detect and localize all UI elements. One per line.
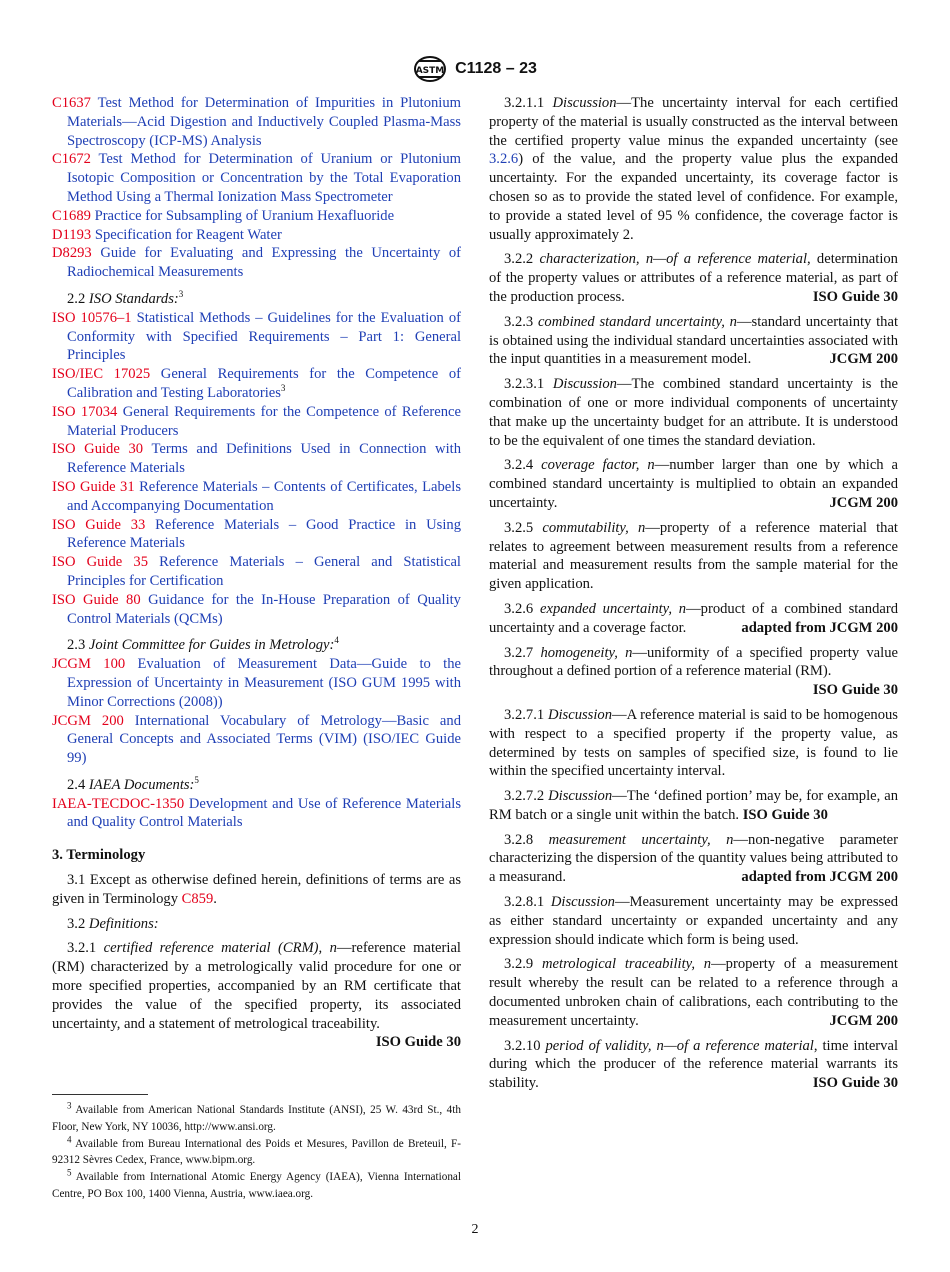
paragraph-3-2-3-1: 3.2.3.1 Discussion—The combined standard uncertainty is the combination of one or more individual components of uncertainty that make up the uncertainty budget for an attribute. It is understood to be the equivalent of one times the standard deviation.	[489, 376, 898, 449]
reference-item	[52, 478, 462, 516]
reference-item	[52, 309, 462, 365]
paragraph-3-2-4: 3.2.4 coverage factor, n—number larger than one by which a combined standard uncertainty is multiplied to obtain an expanded uncertainty. JCGM 200	[489, 457, 898, 511]
astm-logo-icon	[413, 55, 447, 83]
paragraph-3-2-10: 3.2.10 period of validity, n—of a reference material, time interval during which the producer of the reference material warrants its stability. ISO Guide 30	[489, 1037, 898, 1092]
left-column	[52, 94, 461, 1052]
reference-code-link[interactable]: C1689	[52, 207, 91, 224]
reference-item	[52, 440, 462, 478]
reference-title-link[interactable]: Practice for Subsampling of Uranium Hexafluoride	[94, 207, 395, 224]
source-citation: adapted from JCGM 200	[741, 619, 898, 636]
reference-code-link[interactable]: IAEA-TECDOC-1350	[52, 795, 185, 812]
source-citation: ISO Guide 30	[812, 1075, 898, 1092]
astm-reference-list	[52, 94, 461, 282]
source-citation: JCGM 200	[829, 1012, 898, 1029]
reference-code-link[interactable]: ISO 10576–1	[52, 309, 132, 326]
reference-title-link[interactable]: Development and Use of Reference Materials and Quality Control Materials	[67, 795, 461, 831]
reference-code-link[interactable]: ISO/IEC 17025	[52, 366, 151, 383]
reference-code-link[interactable]: ISO 17034	[52, 403, 118, 420]
reference-item	[52, 244, 461, 282]
section-heading: 3. Terminology	[52, 847, 146, 864]
reference-title-link[interactable]: Reference Materials – Good Practice in Using Reference Materials	[67, 516, 461, 552]
paragraph-3-2-1: 3.2.1 certified reference material (CRM), n—reference material (RM) characterized by a metrologically valid procedure for one or more specified properties, accompanied by an RM certificate that provides the value of the specified property, its associated uncertainty, and a statement of metrological traceability. ISO Guide 30	[52, 940, 461, 1051]
reference-title-link[interactable]: General Requirements for the Competence of Reference Material Producers	[67, 403, 461, 439]
reference-item: ISO/IEC 17025 General Requirements for the Competence of Calibration and Testing Laboratories$^3$	[52, 366, 461, 401]
source-citation: ISO Guide 30	[812, 288, 898, 305]
paragraph-3-2-7-1: 3.2.7.1 Discussion—A reference material is said to be homogenous with respect to a specified property if the property value, as determined by tests on samples of specified size, is found to lie within the specified uncertainty interval.	[489, 706, 898, 780]
source-citation: JCGM 200	[829, 494, 898, 511]
reference-code-link[interactable]: C1637	[52, 95, 91, 111]
reference-title-link[interactable]: Test Method for Determination of Uranium or Plutonium Isotopic Composition or Concentration by the Total Evaporation Method Using a Thermal Ionization Mass Spectrometer	[67, 151, 461, 205]
reference-title-link[interactable]: Evaluation of Measurement Data—Guide to the Expression of Uncertainty in Measurement (ISO GUM 1995 with Minor Corrections (2008))	[67, 656, 461, 710]
reference-code-link[interactable]: ISO Guide 33	[52, 516, 146, 533]
reference-item	[52, 94, 461, 150]
reference-title-link[interactable]: Guide for Evaluating and Expressing the Uncertainty of Radiochemical Measurements	[67, 245, 461, 281]
iso-reference-list	[52, 309, 461, 629]
reference-item	[52, 795, 461, 833]
reference-item	[52, 591, 461, 629]
reference-item	[52, 207, 461, 226]
reference-title-link[interactable]: Guidance for the In-House Preparation of Quality Control Materials (QCMs)	[67, 591, 461, 627]
reference-title-link[interactable]: International Vocabulary of Metrology—Basic and General Concepts and Associated Terms (VIM) (ISO/IEC Guide 99)	[67, 712, 462, 767]
source-citation: adapted from JCGM 200	[741, 869, 898, 886]
paragraph-3-1: 3.1 Except as otherwise defined herein, definitions of terms are as given in Terminology C859.	[52, 872, 462, 907]
source-citation: ISO Guide 30	[812, 682, 898, 699]
reference-code-link[interactable]: JCGM 100	[52, 656, 126, 673]
reference-code-link[interactable]: D1193	[52, 226, 92, 243]
reference-code-link[interactable]: JCGM 200	[52, 712, 124, 729]
paragraph-3-2: 3.2 Definitions:	[67, 915, 159, 932]
footnotes	[52, 1102, 461, 1203]
iaea-reference-list	[52, 795, 461, 833]
paragraph-3-2-8: 3.2.8 measurement uncertainty, n—non-negative parameter characterizing the dispersion of the quantity values being attributed to a measurand. adapted from JCGM 200	[489, 831, 898, 886]
paragraph-3-2-3: 3.2.3 combined standard uncertainty, n—standard uncertainty that is obtained using the individual standard uncertainties associated with the input quantities in a measurement model. JCGM 200	[489, 313, 898, 368]
reference-item	[52, 553, 461, 591]
section-3-2-6-link[interactable]: 3.2.6	[489, 151, 519, 168]
paragraph-3-2-2: 3.2.2 characterization, n—of a reference material, determination of the property values or attributes of a reference material, as part of the production process. ISO Guide 30	[489, 251, 898, 305]
footnote: $^3$ Available from American National Standards Institute (ANSI), 25 W. 43rd St., 4th Floor, New York, NY 10036, http://www.ansi.org.	[52, 1100, 461, 1133]
paragraph-3-2-9: 3.2.9 metrological traceability, n—property of a measurement result whereby the result can be related to a reference through a documented unbroken chain of calibrations, each contributing to the measurement uncertainty. JCGM 200	[489, 956, 898, 1029]
iaea-heading: 2.4 IAEA Documents:$^5$	[67, 775, 199, 793]
document-designation: C1128 – 23	[455, 60, 537, 77]
paragraph-3-2-8-1: 3.2.8.1 Discussion—Measurement uncertainty may be expressed as either standard uncertainty or expanded uncertainty and any expression should indicate which form is being used.	[489, 894, 899, 948]
reference-item	[52, 403, 461, 441]
right-column	[489, 94, 898, 1093]
reference-title-link[interactable]: Specification for Reagent Water	[94, 226, 282, 243]
reference-item	[52, 655, 461, 711]
iso-standards-heading: 2.2 ISO Standards:$^3$	[67, 289, 184, 307]
reference-title-link[interactable]: Reference Materials – General and Statistical Principles for Certification	[67, 554, 461, 589]
reference-title-link[interactable]: General Requirements for the Competence of Calibration and Testing Laboratories	[67, 366, 461, 401]
reference-item	[52, 226, 461, 245]
reference-code-link[interactable]: ISO Guide 35	[52, 554, 148, 571]
svg-text:ASTM: ASTM	[415, 66, 445, 76]
reference-title-link[interactable]: Terms and Definitions Used in Connection with Reference Materials	[67, 441, 462, 477]
reference-code-link[interactable]: C1672	[52, 151, 91, 168]
source-citation: JCGM 200	[829, 351, 898, 368]
paragraph-3-2-7-2: 3.2.7.2 Discussion—The ‘defined portion’ may be, for example, an RM batch or a single unit within the batch. ISO Guide 30	[489, 788, 899, 823]
jcgm-reference-list	[52, 655, 461, 768]
reference-title-link[interactable]: Statistical Methods – Guidelines for the Evaluation of Conformity with Specified Requirements – Part 1: General Principles	[67, 309, 462, 364]
footnote: $^5$ Available from International Atomic Energy Agency (IAEA), Vienna International Centre, PO Box 100, 1400 Vienna, Austria, www.iaea.org.	[52, 1167, 461, 1200]
page-header	[0, 55, 950, 83]
footnote-divider	[52, 1094, 148, 1095]
jcgm-heading: 2.3 Joint Committee for Guides in Metrology:$^4$	[67, 635, 339, 654]
reference-code-link[interactable]: D8293	[52, 245, 92, 262]
paragraph-3-2-7: 3.2.7 homogeneity, n—uniformity of a specified property value throughout a defined portion of a reference material (RM). ISO Guide 30	[489, 644, 898, 699]
reference-item	[52, 712, 462, 768]
reference-code-link[interactable]: ISO Guide 30	[52, 441, 144, 458]
c859-link[interactable]: C859	[181, 890, 214, 907]
source-citation: ISO Guide 30	[742, 806, 828, 823]
page-number: 2	[471, 1222, 479, 1237]
paragraph-3-2-6: 3.2.6 expanded uncertainty, n—product of a combined standard uncertainty and a coverage factor. adapted from JCGM 200	[489, 600, 899, 636]
reference-item	[52, 150, 461, 206]
reference-title-link[interactable]: Reference Materials – Contents of Certificates, Labels and Accompanying Documentation	[67, 478, 462, 514]
reference-item	[52, 516, 461, 554]
paragraph-3-2-5: 3.2.5 commutability, n—property of a reference material that relates to agreement between measurement results from a reference material and measurement results from the sample material for the given application.	[489, 519, 898, 593]
source-citation: ISO Guide 30	[375, 1034, 461, 1051]
reference-code-link[interactable]: ISO Guide 31	[52, 478, 135, 495]
reference-title-link[interactable]: Test Method for Determination of Impurities in Plutonium Materials—Acid Digestion and Inductively Coupled Plasma-Mass Spectroscopy (ICP-MS) Analysis	[67, 95, 461, 149]
reference-code-link[interactable]: ISO Guide 80	[52, 591, 141, 608]
paragraph-3-2-1-1: 3.2.1.1 Discussion—The uncertainty interval for each certified property of the material is usually constructed as the interval between the certified property value minus the expanded uncertainty (see 3.2.6) of the value, and the property value plus the expanded uncertainty. For the expanded uncertainty, its coverage factor is chosen so as to provide the stated level of confidence. For example, to provide a stated level of 95 % confidence, the coverage factor is usually approximately 2.	[489, 95, 898, 243]
footnote: $^4$ Available from Bureau International des Poids et Mesures, Pavillon de Breteuil, F-92312 Sèvres Cedex, France, www.bipm.org.	[52, 1133, 461, 1167]
